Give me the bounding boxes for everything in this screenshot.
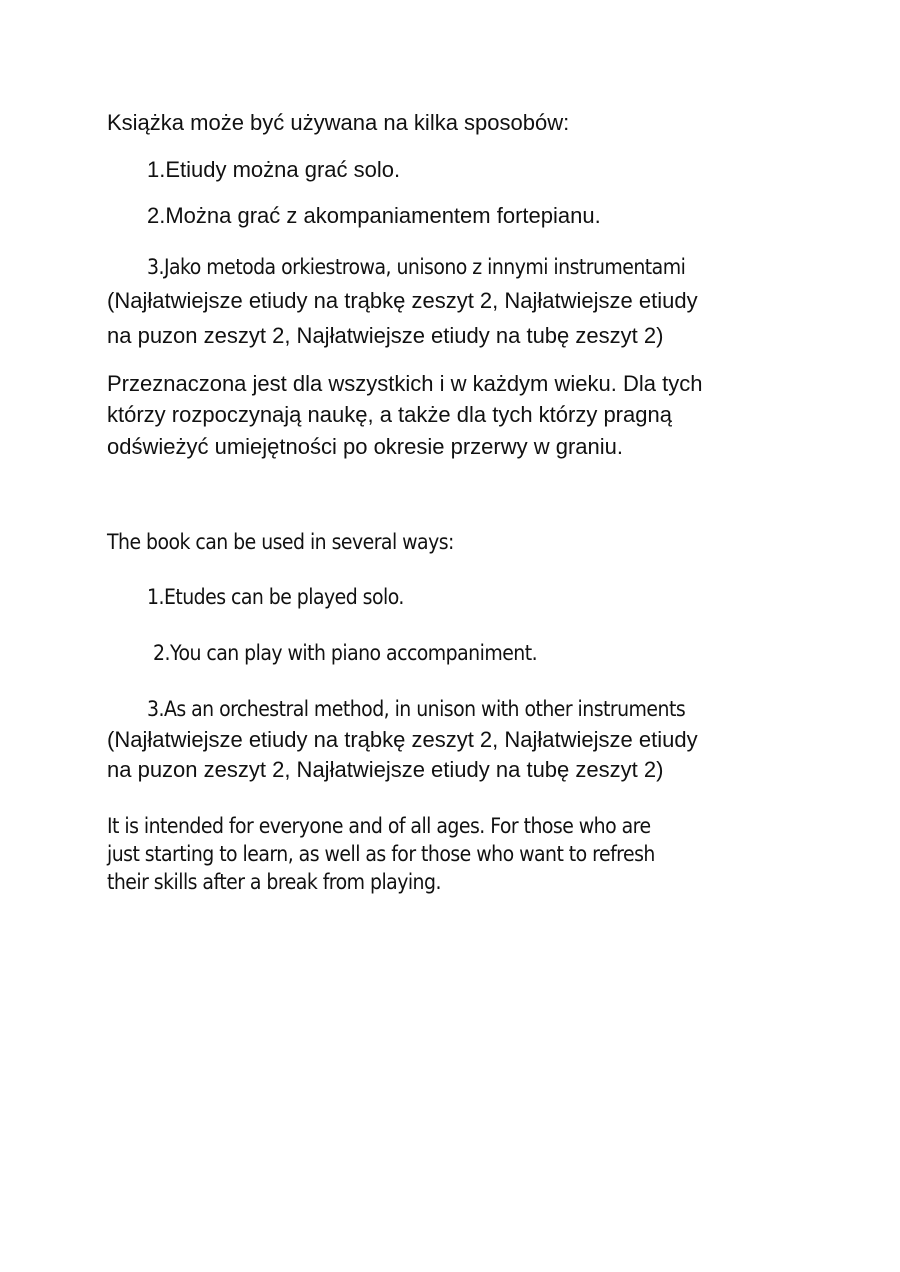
english-item-2: 2.You can play with piano accompaniment. [153,641,538,665]
polish-audience-2: którzy rozpoczynają naukę, a także dla tych którzy pragną [107,402,672,427]
english-audience-2: just starting to learn, as well as for those who want to refresh [107,842,655,866]
polish-audience-1: Przeznaczona jest dla wszystkich i w każdym wieku. Dla tych [107,371,703,396]
english-intro: The book can be used in several ways: [107,530,454,554]
english-audience-3: their skills after a break from playing. [107,870,441,894]
english-audience-1: It is intended for everyone and of all ages. For those who are [107,814,651,838]
polish-item-3-cont-1: (Najłatwiejsze etiudy na trąbkę zeszyt 2, Najłatwiejsze etiudy [107,288,698,313]
english-item-3: 3.As an orchestral method, in unison with other instruments [147,697,686,721]
polish-item-2: 2.Można grać z akompaniamentem fortepianu. [147,203,601,228]
polish-audience-3: odświeżyć umiejętności po okresie przerwy w graniu. [107,434,623,459]
polish-item-3-cont-2: na puzon zeszyt 2, Najłatwiejsze etiudy na tubę zeszyt 2) [107,323,664,348]
english-item-3-cont-2: na puzon zeszyt 2, Najłatwiejsze etiudy na tubę zeszyt 2) [107,757,664,782]
english-item-1: 1.Etudes can be played solo. [147,585,404,609]
polish-item-1: 1.Etiudy można grać solo. [147,157,401,182]
english-item-3-cont-1: (Najłatwiejsze etiudy na trąbkę zeszyt 2, Najłatwiejsze etiudy [107,727,698,752]
polish-item-3: 3.Jako metoda orkiestrowa, unisono z innymi instrumentami [147,255,686,279]
polish-intro: Książka może być używana na kilka sposobów: [107,110,570,135]
